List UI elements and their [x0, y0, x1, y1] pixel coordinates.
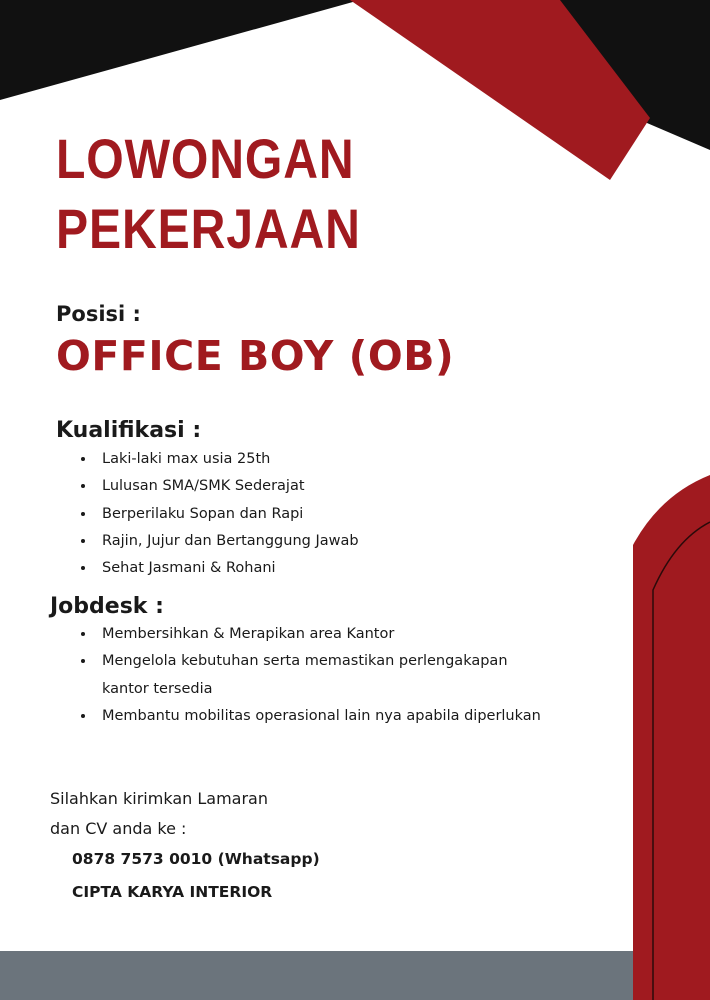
title-line-1: LOWONGAN: [56, 127, 355, 190]
list-item: • Berperilaku Sopan dan Rapi: [96, 501, 359, 528]
list-item: • Rajin, Jujur dan Bertanggung Jawab: [96, 528, 359, 555]
position-label: Posisi :: [56, 302, 141, 326]
list-item: • Laki-laki max usia 25th: [96, 446, 359, 473]
qualification-heading: Kualifikasi :: [56, 418, 202, 443]
list-item: • Membersihkan & Merapikan area Kantor: [96, 621, 556, 648]
qualification-list: [76, 446, 359, 582]
jobdesk-list: [76, 621, 556, 730]
list-item: • Membantu mobilitas operasional lain nya apabila diperlukan: [96, 703, 556, 730]
title-line-2: PEKERJAAN: [56, 197, 361, 260]
page-title: [56, 124, 361, 264]
red-arch-shape: [633, 475, 710, 1000]
list-item: • Lulusan SMA/SMK Sederajat: [96, 473, 359, 500]
company-name: CIPTA KARYA INTERIOR: [72, 883, 273, 901]
position-title: OFFICE BOY (OB): [56, 332, 455, 380]
contact-phone: 0878 7573 0010 (Whatsapp): [72, 850, 320, 868]
list-item: • Sehat Jasmani & Rohani: [96, 555, 359, 582]
footer-bar: [0, 951, 633, 1000]
call-to-action: Silahkan kirimkan Lamaran dan CV anda ke :: [50, 789, 268, 838]
jobdesk-heading: Jobdesk :: [50, 594, 164, 619]
list-item: • Mengelola kebutuhan serta memastikan perlengakapan kantor tersedia: [96, 648, 556, 703]
